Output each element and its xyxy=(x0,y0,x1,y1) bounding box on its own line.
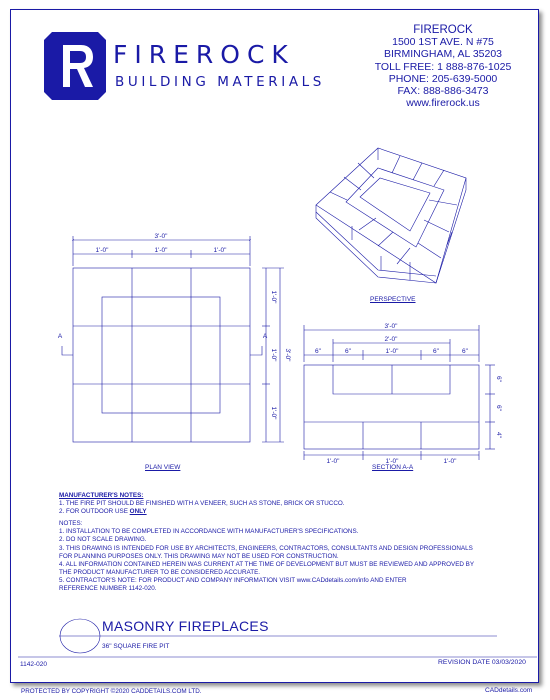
note-line-6: THE PRODUCT MANUFACTURER TO BE CONSIDERED ACCURATE. xyxy=(59,568,261,576)
plan-module-dim-6: 1'-0" xyxy=(270,406,277,420)
section-inner-dim: 2'-0" xyxy=(384,336,398,343)
title-block xyxy=(57,615,497,655)
note-line-4: FOR PLANNING PURPOSES ONLY. THIS DRAWING MAY NOT BE USED FOR CONSTRUCTION. xyxy=(59,552,339,560)
section-module-dim-2: 1'-0" xyxy=(385,458,399,465)
section-marker-left: A xyxy=(57,333,63,340)
section-module-dim-1: 1'-0" xyxy=(326,458,340,465)
manufacturer-note-2 xyxy=(59,508,499,516)
section-a-a-view xyxy=(304,325,495,460)
revision-date: REVISION DATE 03/03/2020 xyxy=(438,659,526,666)
company-phone: PHONE: 205-639-5000 xyxy=(388,72,498,85)
plan-module-dim-2: 1'-0" xyxy=(154,247,168,254)
note-line-7: 5. CONTRACTOR'S NOTE: FOR PRODUCT AND COMPANY INFORMATION VISIT www.CADdetails.com/info AND ENTER xyxy=(59,576,407,584)
plan-module-dim-4: 1'-0" xyxy=(270,290,277,304)
company-fax: FAX: 888-886-3473 xyxy=(397,85,489,98)
plan-overall-width-dim: 3'-0" xyxy=(154,233,168,240)
section-marker-right: A xyxy=(262,333,268,340)
note-line-2: 2. DO NOT SCALE DRAWING. xyxy=(59,536,147,544)
company-address-line2: BIRMINGHAM, AL 35203 xyxy=(383,48,503,61)
company-address-line1: 1500 1ST AVE. N #75 xyxy=(392,36,494,49)
perspective-view xyxy=(316,148,466,283)
plan-module-dim-1: 1'-0" xyxy=(95,247,109,254)
note-line-1: 1. INSTALLATION TO BE COMPLETED IN ACCORDANCE WITH MANUFACTURER'S SPECIFICATIONS. xyxy=(59,528,359,536)
brand-name: FIREROCK xyxy=(113,40,295,69)
plan-module-dim-3: 1'-0" xyxy=(213,247,227,254)
plan-view xyxy=(62,236,284,442)
drawing-subtitle: 36" SQUARE FIRE PIT xyxy=(102,643,170,650)
company-name: FIREROCK xyxy=(413,24,473,36)
copyright-notice: PROTECTED BY COPYRIGHT ©2020 CADDETAILS.COM LTD. xyxy=(21,688,202,695)
manufacturer-notes-heading: MANUFACTURER'S NOTES: xyxy=(59,492,144,499)
company-website[interactable]: www.firerock.us xyxy=(406,97,480,110)
section-six-inch-dim-4: 6" xyxy=(462,348,468,355)
section-six-inch-dim-1: 6" xyxy=(315,348,321,355)
plan-view-label: PLAN VIEW xyxy=(145,464,181,471)
note-line-5: 4. ALL INFORMATION CONTAINED HEREIN WAS CURRENT AT THE TIME OF DEVELOPMENT BUT MUST BE REVIEWED AND APPROVED BY xyxy=(59,560,475,568)
section-six-inch-dim-2: 6" xyxy=(345,348,351,355)
section-view-label: SECTION A-A xyxy=(372,464,414,471)
note-line-8: REFERENCE NUMBER 1142-020. xyxy=(59,585,157,593)
brand-tagline: BUILDING MATERIALS xyxy=(115,74,325,90)
notes-heading: NOTES: xyxy=(59,520,83,528)
section-six-inch-dim-6: 6" xyxy=(495,405,502,411)
section-module-dim-top: 1'-0" xyxy=(385,348,399,355)
section-six-inch-dim-3: 6" xyxy=(433,348,439,355)
notes-section xyxy=(59,492,499,593)
section-overall-dim: 3'-0" xyxy=(384,323,398,330)
section-module-dim-3: 1'-0" xyxy=(443,458,457,465)
plan-overall-height-dim: 3'-0" xyxy=(284,348,291,362)
outdoor-only-emphasis: ONLY xyxy=(129,508,147,516)
drawing-title: MASONRY FIREPLACES xyxy=(102,618,269,634)
section-four-inch-dim: 4" xyxy=(495,432,502,438)
caddetails-link[interactable]: CADdetails.com xyxy=(485,687,533,694)
perspective-label: PERSPECTIVE xyxy=(370,296,416,303)
plan-module-dim-5: 1'-0" xyxy=(270,348,277,362)
note-line-3: 3. THIS DRAWING IS INTENDED FOR USE BY ARCHITECTS, ENGINEERS, CONTRACTORS, CONSULTANTS AND DESIGN PROFESSIONALS xyxy=(59,544,473,552)
section-six-inch-dim-5: 6" xyxy=(495,376,502,382)
manufacturer-note-1: 1. THE FIRE PIT SHOULD BE FINISHED WITH A VENEER, SUCH AS STONE, BRICK OR STUCCO. xyxy=(59,500,345,508)
reference-number: 1142-020 xyxy=(20,661,47,668)
outdoor-use-text: 2. FOR OUTDOOR USE xyxy=(59,508,128,516)
company-toll-free: TOLL FREE: 1 888-876-1025 xyxy=(374,60,512,73)
